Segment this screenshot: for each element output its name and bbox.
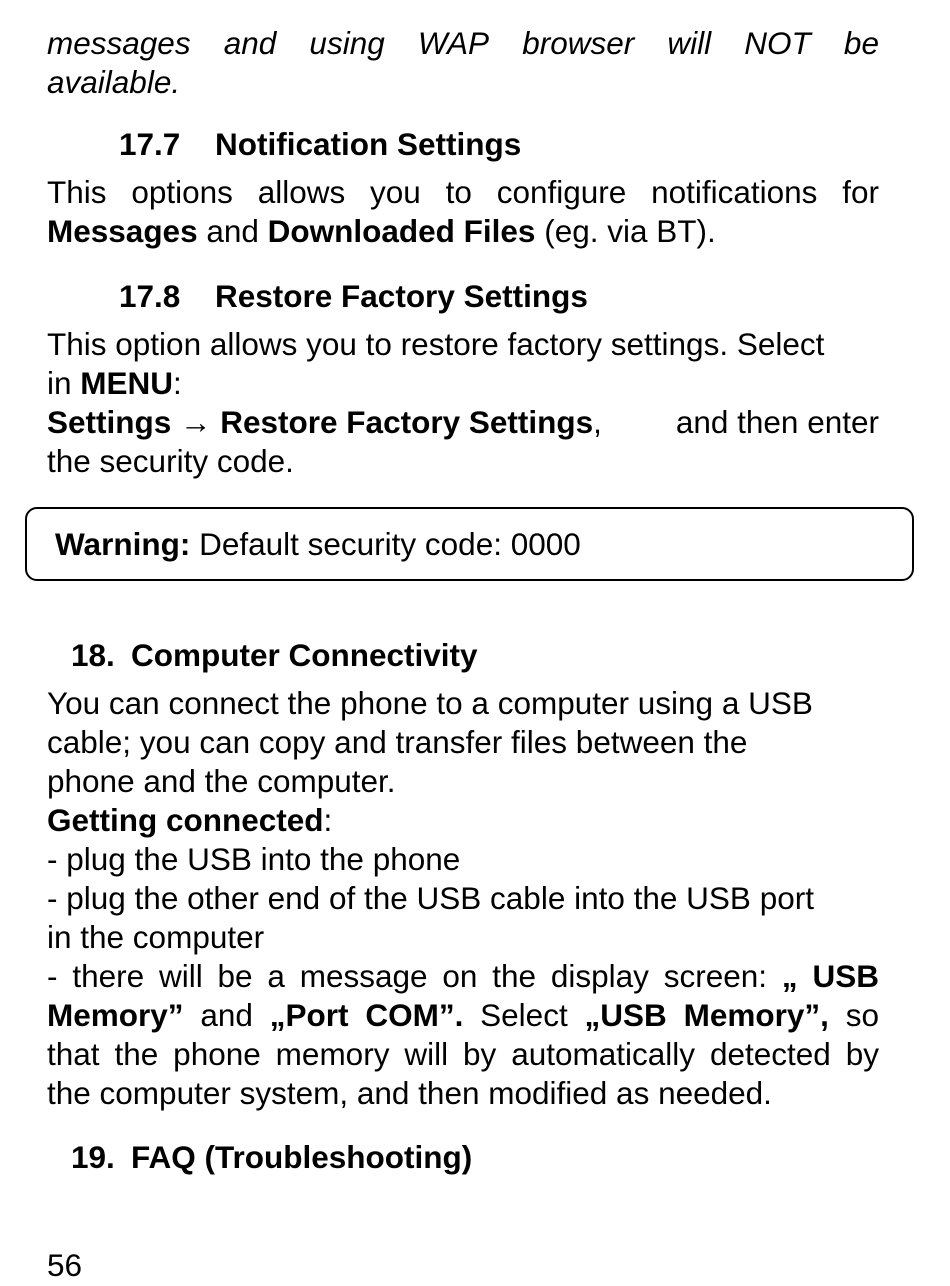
section-number: 17.8 — [119, 278, 181, 314]
section-number: 17.7 — [119, 126, 181, 162]
warning-label: Warning: — [55, 525, 191, 562]
list-item: the computer system, and then modified as needed. — [47, 1075, 772, 1111]
paragraph: Messages and Downloaded Files (eg. via BT). — [47, 213, 716, 249]
paragraph: This options allows you to configure notifications for — [47, 174, 879, 210]
section-title: Restore Factory Settings — [215, 278, 588, 314]
warning-text: Warning: Default security code: 0000 — [55, 525, 581, 562]
list-item: - plug the other end of the USB cable into the USB port — [47, 880, 814, 916]
paragraph: in MENU: — [47, 365, 182, 401]
paragraph: This option allows you to restore factory settings. Select — [47, 326, 825, 362]
menu-path: Settings → Restore Factory Settings — [47, 404, 594, 440]
page-number: 56 — [47, 1247, 83, 1283]
intro-line-1: messages and using WAP browser will NOT be — [47, 25, 879, 61]
warning-box — [25, 507, 914, 581]
section-number: 18. — [71, 637, 115, 673]
paragraph: the security code. — [47, 443, 294, 479]
section-18-body — [47, 684, 879, 1113]
section-title: FAQ (Troubleshooting) — [131, 1139, 473, 1175]
section-number: 19. — [71, 1139, 115, 1175]
paragraph: phone and the computer. — [47, 763, 396, 799]
section-heading-17-8 — [47, 277, 879, 316]
paragraph: You can connect the phone to a computer using a USB — [47, 685, 813, 721]
intro-line-2: available. — [47, 64, 181, 100]
section-heading-18 — [47, 636, 478, 675]
section-title: Notification Settings — [215, 126, 522, 162]
list-item: - there will be a message on the display screen: „ USB — [47, 958, 879, 994]
list-item: in the computer — [47, 919, 265, 955]
menu-path-line: Settings → Restore Factory Settings , and then enter — [47, 404, 879, 440]
list-item: - plug the USB into the phone — [47, 841, 461, 877]
section-title: Computer Connectivity — [131, 637, 478, 673]
section-heading-19 — [47, 1138, 472, 1177]
subheading: Getting connected: — [47, 802, 333, 838]
paragraph: cable; you can copy and transfer files between the — [47, 724, 748, 760]
list-item: Memory” and „Port COM”. Select „USB Memory”, so — [47, 997, 879, 1033]
section-heading-17-7 — [47, 125, 879, 164]
list-item: that the phone memory will by automatically detected by — [47, 1036, 879, 1072]
